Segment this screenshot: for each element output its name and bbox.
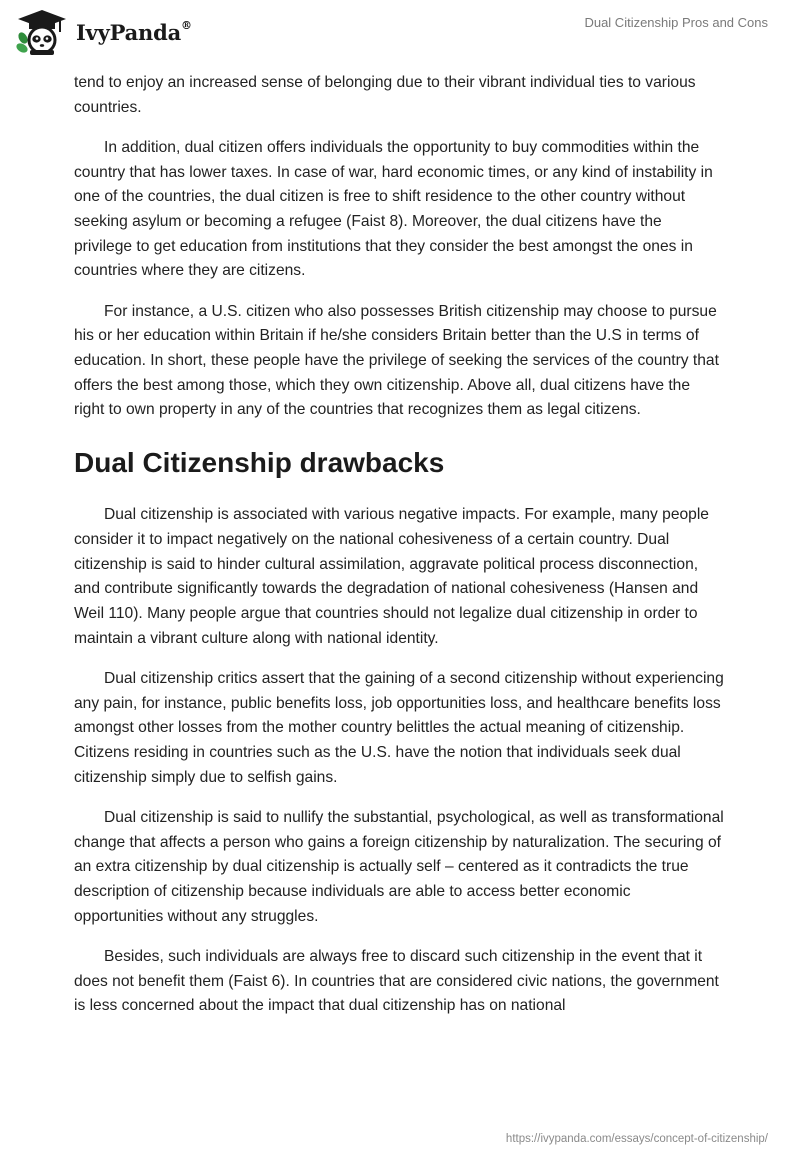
logo-wordmark: IvyPanda® xyxy=(76,18,192,45)
paragraph-drawbacks-critics: Dual citizenship critics assert that the gaining of a second citizenship without experiencing any pain, for instance, public benefits loss, job opportunities loss, and healthcare benefits loss amongst other losses from the mother country belittles the actual meaning of citizenship. Citizens residing in countries such as the U.S. have the notion that individuals seek dual citizenship simply due to selfish gains. xyxy=(74,669,724,786)
paragraph-drawbacks-civic-nations: Besides, such individuals are always free to discard such citizenship in the event that it does not benefit them (Faist 6). In countries that are considered civic nations, the government is less concerned about the impact that dual citizenship has on national xyxy=(74,947,719,1015)
document-title: Dual Citizenship Pros and Cons xyxy=(584,15,768,30)
paragraph-continued: tend to enjoy an increased sense of belonging due to their vibrant individual ties to various countries. xyxy=(74,74,696,116)
section-heading-drawbacks: Dual Citizenship drawbacks xyxy=(74,447,445,479)
panda-graduation-cap-icon xyxy=(14,8,70,56)
page-header xyxy=(0,0,800,70)
paragraph-drawbacks-naturalization: Dual citizenship is said to nullify the substantial, psychological, as well as transformational change that affects a person who gains a foreign citizenship by naturalization. The securing of an extra citizenship by dual citizenship is actually self – centered as it contradicts the true description of citizenship because individuals are able to access better economic opportunities without any struggles. xyxy=(74,808,724,925)
source-url[interactable]: https://ivypanda.com/essays/concept-of-citizenship/ xyxy=(505,1133,768,1145)
ivypanda-logo[interactable] xyxy=(14,8,192,56)
paragraph-advantages-education: For instance, a U.S. citizen who also possesses British citizenship may choose to pursue his or her education within Britain if he/she considers Britain better than the U.S in terms of education. In short, these people have the privilege of seeking the services of the country that offers the best among those, which they own citizenship. Above all, dual citizens have the right to own property in any of the countries that recognizes them as legal citizens. xyxy=(74,302,719,419)
paragraph-advantages-taxes: In addition, dual citizen offers individuals the opportunity to buy commodities within the country that has lower taxes. In case of war, hard economic times, or any kind of instability in one of the countries, the dual citizen is free to shift residence to the other country without seeking asylum or becoming a refugee (Faist 8). Moreover, the dual citizens have the privilege to get education from institutions that they consider the best amongst the ones in countries where they are citizens. xyxy=(74,138,713,280)
essay-body xyxy=(74,71,724,1035)
paragraph-drawbacks-cohesion: Dual citizenship is associated with various negative impacts. For example, many people consider it to impact negatively on the national cohesiveness of a certain country. Dual citizenship is said to hinder cultural assimilation, aggravate political process disconnection, and contribute significantly towards the degradation of national cohesiveness (Hansen and Weil 110). Many people argue that countries should not legalize dual citizenship in order to maintain a vibrant culture along with national identity. xyxy=(74,506,709,647)
